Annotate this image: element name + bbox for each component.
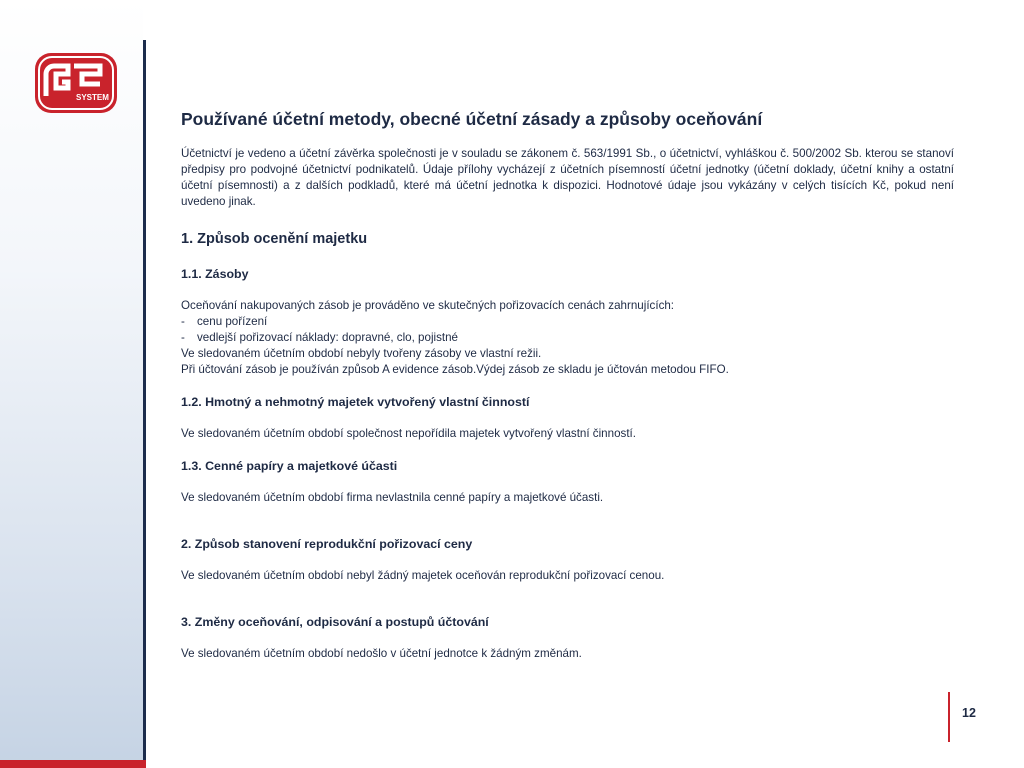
page-title: Používané účetní metody, obecné účetní zásady a způsoby oceňování xyxy=(181,109,763,129)
company-logo xyxy=(34,52,118,114)
spacer xyxy=(181,600,954,614)
section1-heading: 1. Způsob ocenění majetku xyxy=(181,231,368,247)
section1-1-heading: 1.1. Zásoby xyxy=(181,267,249,281)
section1-1-line1: Oceňování nakupovaných zásob je prováděno ve skutečných pořizovacích cenách zahrnujících: xyxy=(181,299,675,312)
intro-paragraph: Účetnictví je vedeno a účetní závěrka společnosti je v souladu se zákonem č. 563/1991 Sb., o účetnictví, vyhláškou č. 500/2002 Sb. kterou se stanoví předpisy pro podvojné účetnictví podnikatelů. Údaje přílohy vycházejí z účetních písemností účetní jednotky (účetní doklady, účetní knihy a ostatní účetní písemnosti) a z dalších podkladů, které má účetní jednotka k dispozici. Hodnotové údaje jsou vykázány v celých tisících Kč, pokud není uvedeno jinak. xyxy=(181,147,954,208)
sidebar-panel xyxy=(0,0,143,768)
section3-heading: 3. Změny oceňování, odpisování a postupů účtování xyxy=(181,615,489,629)
sidebar-divider xyxy=(143,40,146,768)
section1-1-line3: Při účtování zásob je používán způsob A evidence zásob.Výdej zásob ze skladu je účtován metodou FIFO. xyxy=(181,363,729,376)
dash-bullet: - xyxy=(181,315,185,328)
list-item-text: cenu pořízení xyxy=(197,315,268,328)
svg-text:SYSTEM: SYSTEM xyxy=(76,93,109,102)
list-item-text: vedlejší pořizovací náklady: dopravné, clo, pojistné xyxy=(197,331,459,344)
list-item xyxy=(181,330,954,346)
dash-bullet: - xyxy=(181,331,185,344)
section3-text: Ve sledovaném účetním období nedošlo v účetní jednotce k žádným změnám. xyxy=(181,647,582,660)
section2-text: Ve sledovaném účetním období nebyl žádný majetek oceňován reprodukční pořizovací cenou. xyxy=(181,569,665,582)
section2-heading: 2. Způsob stanovení reprodukční pořizovací ceny xyxy=(181,537,473,551)
page-number: 12 xyxy=(962,706,976,720)
main-content xyxy=(181,108,954,678)
section1-3-text: Ve sledovaném účetním období firma nevlastnila cenné papíry a majetkové účasti. xyxy=(181,491,604,504)
spacer xyxy=(181,522,954,536)
section1-2-heading: 1.2. Hmotný a nehmotný majetek vytvořený vlastní činností xyxy=(181,395,530,409)
section1-1-body xyxy=(181,298,954,378)
sidebar-bottom-accent xyxy=(0,760,146,768)
list-item xyxy=(181,314,954,330)
section1-3-heading: 1.3. Cenné papíry a majetkové účasti xyxy=(181,459,398,473)
page-number-divider xyxy=(948,692,950,742)
section1-2-text: Ve sledovaném účetním období společnost nepořídila majetek vytvořený vlastní činností. xyxy=(181,427,636,440)
section1-1-line2: Ve sledovaném účetním období nebyly tvořeny zásoby ve vlastní režii. xyxy=(181,347,542,360)
